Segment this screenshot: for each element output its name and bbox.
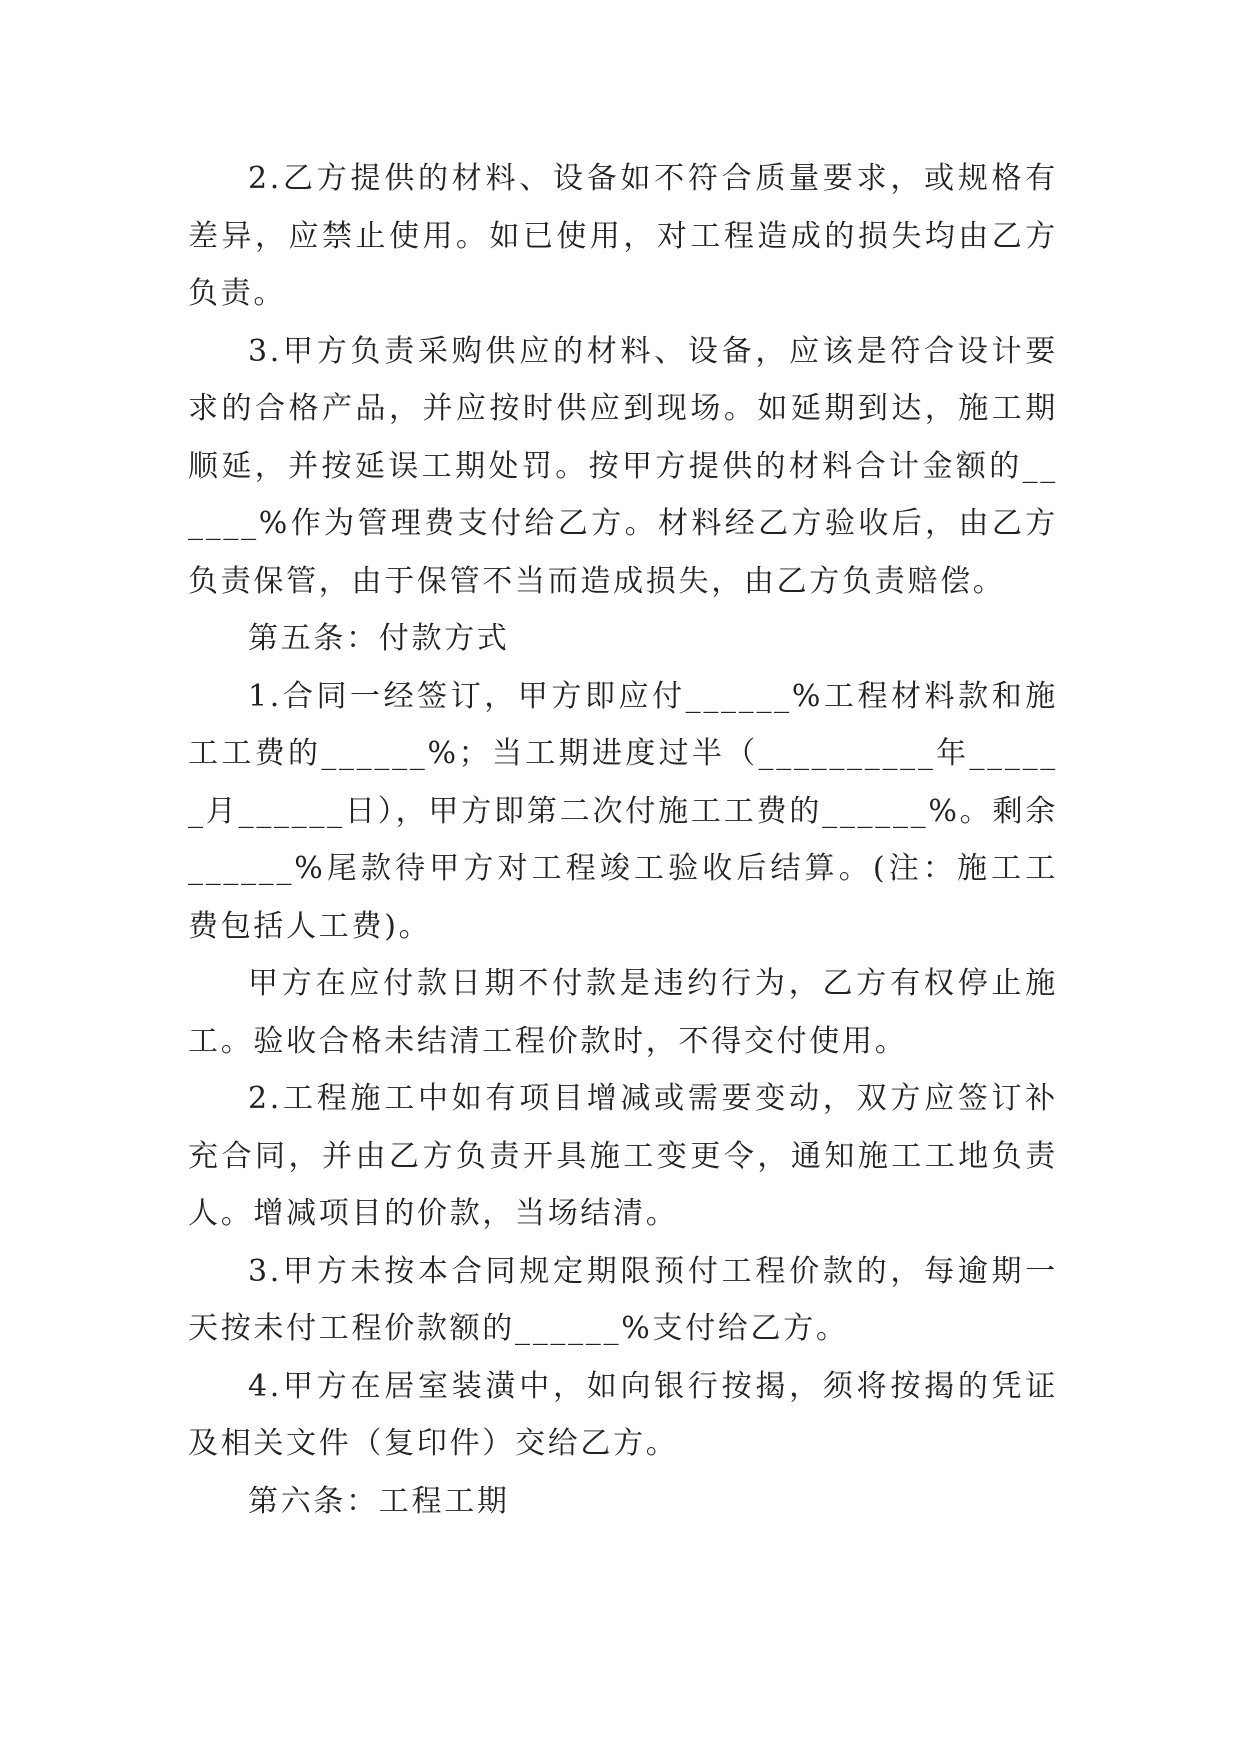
clause-paragraph: 1.合同一经签订，甲方即应付______%工程材料款和施工工费的______%；当工期进度过半（__________年______月______日），甲方即第二次付施工工费的______%。剩余______%尾款待甲方对工程竣工验收后结算。(注：施工工费包括人工费)。 (188, 678, 1058, 944)
section-heading-article-5: 第五条：付款方式 (248, 621, 510, 656)
clause-paragraph: 4.甲方在居室装潢中，如向银行按揭，须将按揭的凭证及相关文件（复印件）交给乙方。 (188, 1368, 1058, 1461)
clause-paragraph: 2.工程施工中如有项目增减或需要变动，双方应签订补充合同，并由乙方负责开具施工变更令，通知施工工地负责人。增减项目的价款，当场结清。 (188, 1081, 1058, 1231)
clause-paragraph: 3.甲方未按本合同规定期限预付工程价款的，每逾期一天按未付工程价款额的______%支付给乙方。 (188, 1253, 1058, 1346)
section-heading-article-6: 第六条：工程工期 (248, 1483, 510, 1519)
document-body (188, 150, 1058, 1530)
clause-paragraph: 甲方在应付款日期不付款是违约行为，乙方有权停止施工。验收合格未结清工程价款时，不得交付使用。 (188, 966, 1058, 1059)
clause-paragraph: 2.乙方提供的材料、设备如不符合质量要求，或规格有差异，应禁止使用。如已使用，对工程造成的损失均由乙方负责。 (188, 161, 1058, 311)
clause-paragraph: 3.甲方负责采购供应的材料、设备，应该是符合设计要求的合格产品，并应按时供应到现场。如延期到达，施工期顺延，并按延误工期处罚。按甲方提供的材料合计金额的______%作为管理费支付给乙方。材料经乙方验收后，由乙方负责保管，由于保管不当而造成损失，由乙方负责赔偿。 (188, 333, 1058, 599)
